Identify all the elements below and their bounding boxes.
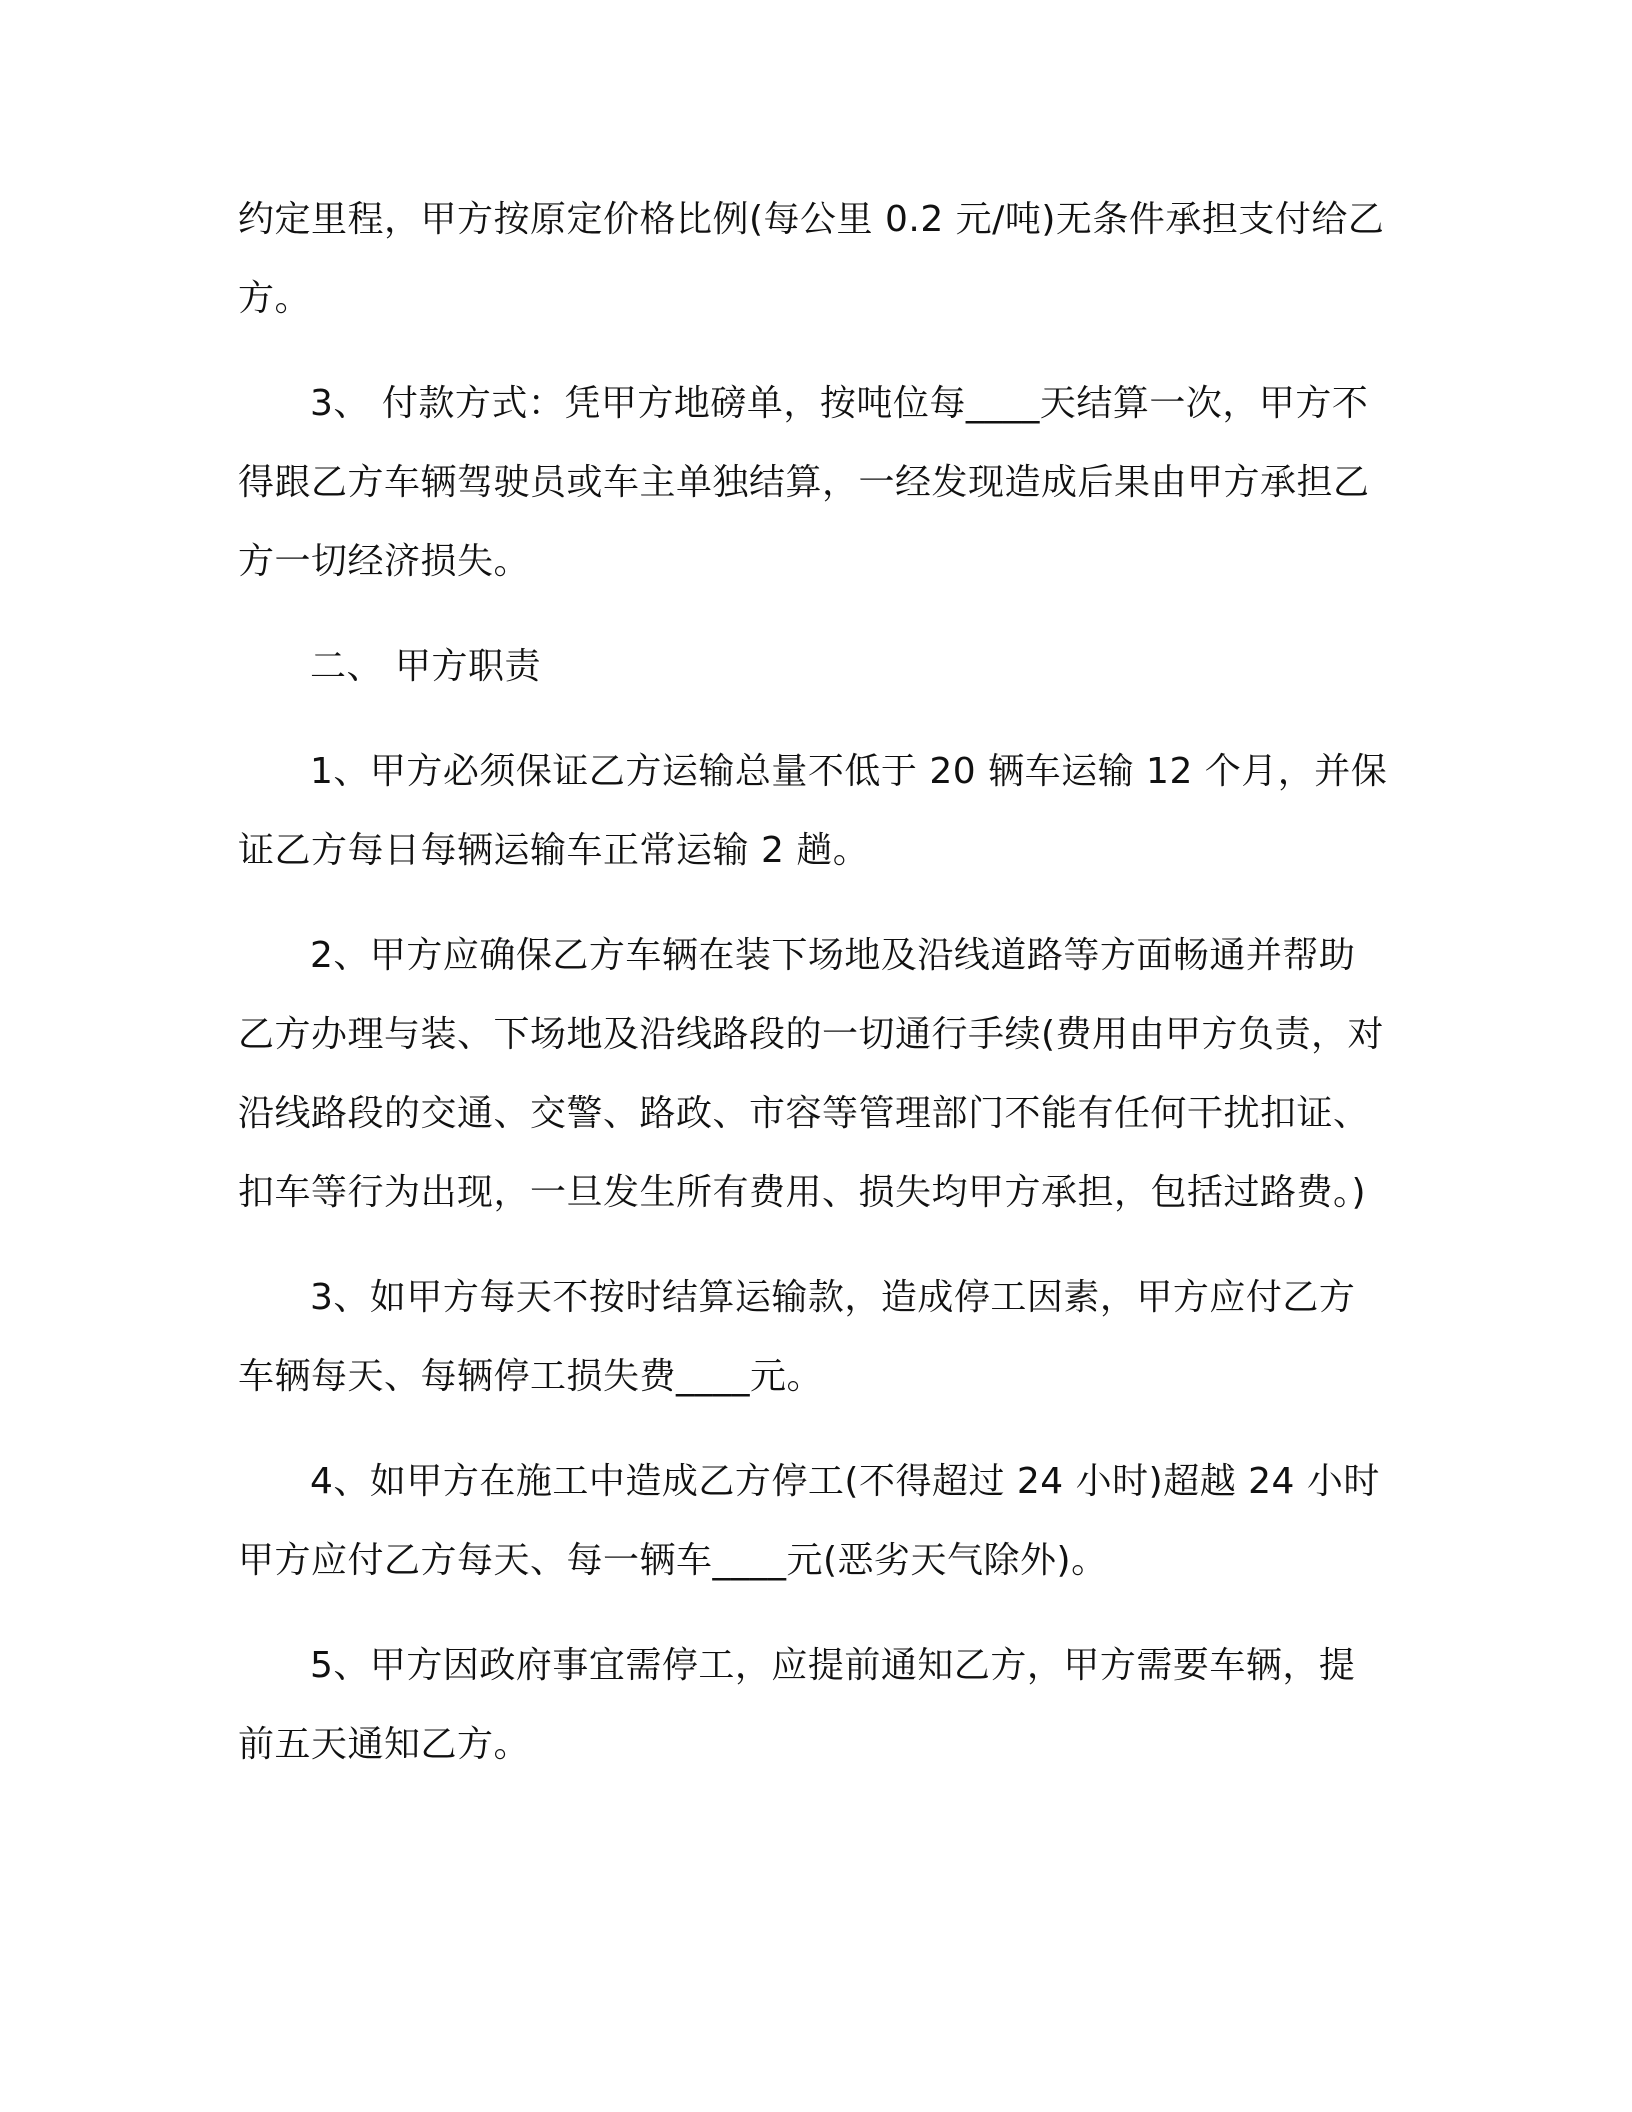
paragraph-payment-method: 3、 付款方式：凭甲方地磅单，按吨位每____天结算一次，甲方不得跟乙方车辆驾驶员或车主单独结算，一经发现造成后果由甲方承担乙方一切经济损失。 [238, 383, 1370, 582]
paragraph-duty-3: 3、如甲方每天不按时结算运输款，造成停工因素，甲方应付乙方车辆每天、每辆停工损失费____元。 [238, 1277, 1356, 1397]
document-body [238, 180, 1388, 1810]
paragraph-mileage-continuation: 约定里程，甲方按原定价格比例(每公里 0.2 元/吨)无条件承担支付给乙方。 [238, 199, 1385, 319]
section-heading-party-a-duties: 二、 甲方职责 [310, 646, 541, 687]
paragraph-duty-5: 5、甲方因政府事宜需停工，应提前通知乙方，甲方需要车辆，提前五天通知乙方。 [238, 1645, 1356, 1765]
paragraph-duty-2: 2、甲方应确保乙方车辆在装下场地及沿线道路等方面畅通并帮助乙方办理与装、下场地及沿线路段的一切通行手续(费用由甲方负责，对沿线路段的交通、交警、路政、市容等管理部门不能有任何干扰扣证、扣车等行为出现，一旦发生所有费用、损失均甲方承担，包括过路费。) [238, 935, 1385, 1213]
paragraph-duty-1: 1、甲方必须保证乙方运输总量不低于 20 辆车运输 12 个月，并保证乙方每日每辆运输车正常运输 2 趟。 [238, 751, 1388, 871]
paragraph-duty-4: 4、如甲方在施工中造成乙方停工(不得超过 24 小时)超越 24 小时甲方应付乙方每天、每一辆车____元(恶劣天气除外)。 [238, 1461, 1380, 1581]
